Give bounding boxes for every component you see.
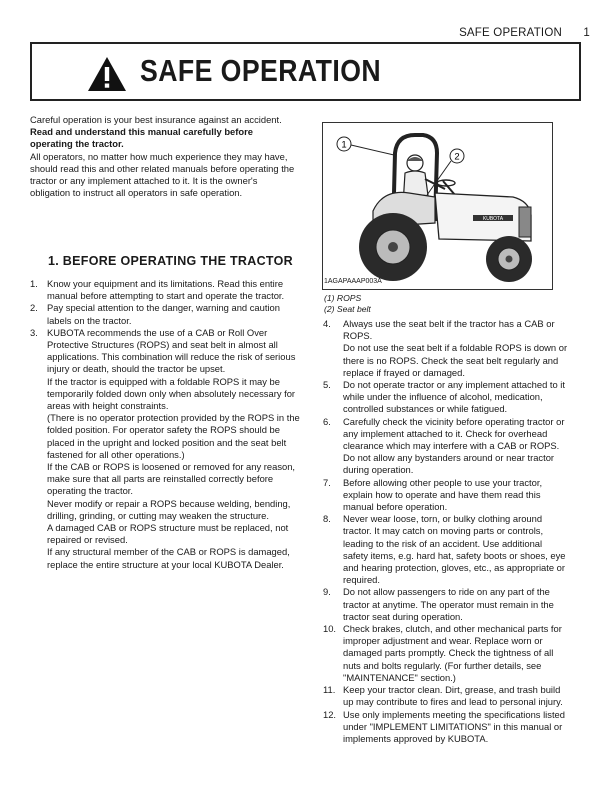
- list-item-number: 2.: [30, 302, 38, 314]
- title-banner: [30, 42, 581, 101]
- list-item-paragraph: If the tractor is equipped with a foldable ROPS it may be temporarily folded down only when absolutely necessary for areas with height constraints.: [47, 375, 296, 412]
- right-safety-list: [323, 318, 569, 745]
- list-item-paragraph: Before allowing other people to use your tractor, explain how to operate and have them read this manual before operation.: [343, 476, 543, 513]
- list-item-number: 8.: [323, 513, 331, 525]
- list-item-number: 7.: [323, 476, 331, 488]
- list-item-number: 6.: [323, 415, 331, 427]
- list-item-paragraph: Do not operate tractor or any implement attached to it while under the influence of alcohol, medication, controlled substances or while fatigued.: [343, 379, 565, 415]
- list-item-number: 12.: [323, 708, 337, 720]
- list-item-number: 5.: [323, 379, 331, 391]
- caption-seat-belt: (2) Seat belt: [324, 303, 371, 314]
- list-item-paragraph: Check brakes, clutch, and other mechanical parts for improper adjustment and wear. Replace worn or damaged parts promptly. Check the tightness of all nuts and bolts regularly. (For further details, see "MAINTENANCE" section.): [343, 623, 562, 683]
- list-item-paragraph: Do not use the seat belt if a foldable ROPS is down or there is no ROPS. Check the seat belt regularly and replace if frayed or damaged.: [343, 342, 568, 378]
- list-item-body: [343, 513, 569, 586]
- list-item-body: [343, 318, 569, 379]
- hood-label: KUBOTA: [482, 216, 504, 222]
- list-item-number: 1.: [30, 278, 38, 289]
- warning-triangle-icon: [87, 56, 127, 92]
- list-item-paragraph: Always use the seat belt if the tractor has a CAB or ROPS.: [343, 318, 555, 342]
- list-item-body: [343, 586, 569, 623]
- list-item: [323, 477, 569, 514]
- running-header: [0, 27, 590, 39]
- list-item: [323, 379, 569, 416]
- list-item: [323, 416, 569, 477]
- front-hub: [506, 256, 513, 263]
- list-item-body: [343, 416, 569, 477]
- list-item-body: [343, 477, 569, 514]
- intro-block: [30, 114, 298, 199]
- list-item-paragraph: Know your equipment and its limitations. Read this entire manual before attempting to start and operate the tractor.: [47, 278, 285, 302]
- list-item: [30, 302, 300, 326]
- callout-2-label: 2: [454, 151, 460, 163]
- running-header-title: SAFE OPERATION: [459, 27, 562, 39]
- list-item-body: [343, 709, 569, 746]
- list-item-paragraph: If the CAB or ROPS is loosened or removed for any reason, make sure that all parts are reinstalled correctly before operating the tractor.: [47, 461, 296, 497]
- left-safety-list: [30, 278, 300, 571]
- tractor-figure: [322, 122, 553, 290]
- list-item-paragraph: Never wear loose, torn, or bulky clothing around tractor. It may catch on moving parts or controls, leading to the risk of an accident. Use additional safety items, e.g. hard hat, safety boots or shoes, eye and hearing protection, gloves, etc., as appropriate or required.: [343, 513, 566, 586]
- list-item-paragraph: Pay special attention to the danger, warning and caution labels on the tractor.: [47, 302, 280, 326]
- list-item-body: [343, 623, 569, 684]
- list-item-paragraph: Do not allow passengers to ride on any part of the tractor at anytime. The operator must remain in the tractor seat during operation.: [343, 586, 554, 622]
- intro-body: All operators, no matter how much experience they may have, should read this and other related manuals before operating the tractor or any implement attached to it. It is the owner's obligation to instruct all operators in safe operation.: [30, 150, 295, 199]
- list-item: [323, 684, 569, 708]
- list-item-number: 10.: [323, 623, 337, 635]
- page-number: 1: [583, 27, 590, 39]
- front-grille: [519, 207, 531, 237]
- figure-captions: [324, 293, 371, 315]
- list-item: [30, 327, 300, 571]
- list-item-paragraph: Use only implements meeting the specifications listed under "IMPLEMENT LIMITATIONS" in this manual or implements approved by KUBOTA.: [343, 708, 565, 744]
- list-item-paragraph: Keep your tractor clean. Dirt, grease, and trash build up may contribute to fires and lead to personal injury.: [343, 684, 563, 708]
- list-item-body: [47, 278, 300, 302]
- list-item: [323, 513, 569, 586]
- list-item: [323, 586, 569, 623]
- callout-1-label: 1: [341, 139, 347, 151]
- list-item-paragraph: KUBOTA recommends the use of a CAB or Roll Over Protective Structures (ROPS) and seat belt in almost all applications. This combination will reduce the risk of serious injury or death, should the tractor be upset.: [47, 326, 296, 375]
- list-item-paragraph: Carefully check the vicinity before operating tractor or any implement attached to it. Check for overhead clearance which may interfere with a CAB or ROPS. Do not allow any bystanders around or near tractor during operation.: [343, 415, 565, 476]
- list-item-body: [47, 327, 300, 571]
- list-item-paragraph: If any structural member of the CAB or ROPS is damaged, replace the entire structure at your local KUBOTA Dealer.: [47, 546, 290, 570]
- rear-hub: [388, 242, 398, 252]
- list-item: [323, 709, 569, 746]
- list-item-number: 11.: [323, 684, 336, 696]
- list-item-body: [343, 379, 569, 416]
- list-item-paragraph: Never modify or repair a ROPS because welding, bending, drilling, grinding, or cutting may weaken the structure.: [47, 497, 291, 521]
- list-item-paragraph: A damaged CAB or ROPS structure must be replaced, not repaired or revised.: [47, 522, 289, 546]
- section-heading: 1. BEFORE OPERATING THE TRACTOR: [48, 254, 293, 268]
- callout-1-leader: [351, 145, 394, 155]
- list-item-body: [343, 684, 569, 708]
- list-item: [323, 623, 569, 684]
- callout-2-leader: [427, 161, 451, 195]
- list-item-number: 4.: [323, 318, 331, 329]
- list-item-number: 3.: [30, 326, 38, 338]
- figure-code: 1AGAPAAAP003A: [324, 278, 382, 285]
- tractor-illustration: [323, 123, 552, 289]
- list-item-number: 9.: [323, 586, 331, 598]
- list-item-paragraph: (There is no operator protection provided by the ROPS in the folded position. For operator safety the ROPS should be placed in the upright and locked position and the seat belt fastened for all other operations.): [47, 412, 300, 460]
- list-item-body: [47, 302, 300, 326]
- list-item: [323, 318, 569, 379]
- caption-rops: (1) ROPS: [324, 293, 362, 303]
- intro-line: Careful operation is your best insurance against an accident.: [30, 114, 282, 125]
- page-title: SAFE OPERATION: [140, 53, 382, 88]
- intro-bold-instruction: Read and understand this manual carefully before operating the tractor.: [30, 126, 253, 150]
- list-item: [30, 278, 300, 302]
